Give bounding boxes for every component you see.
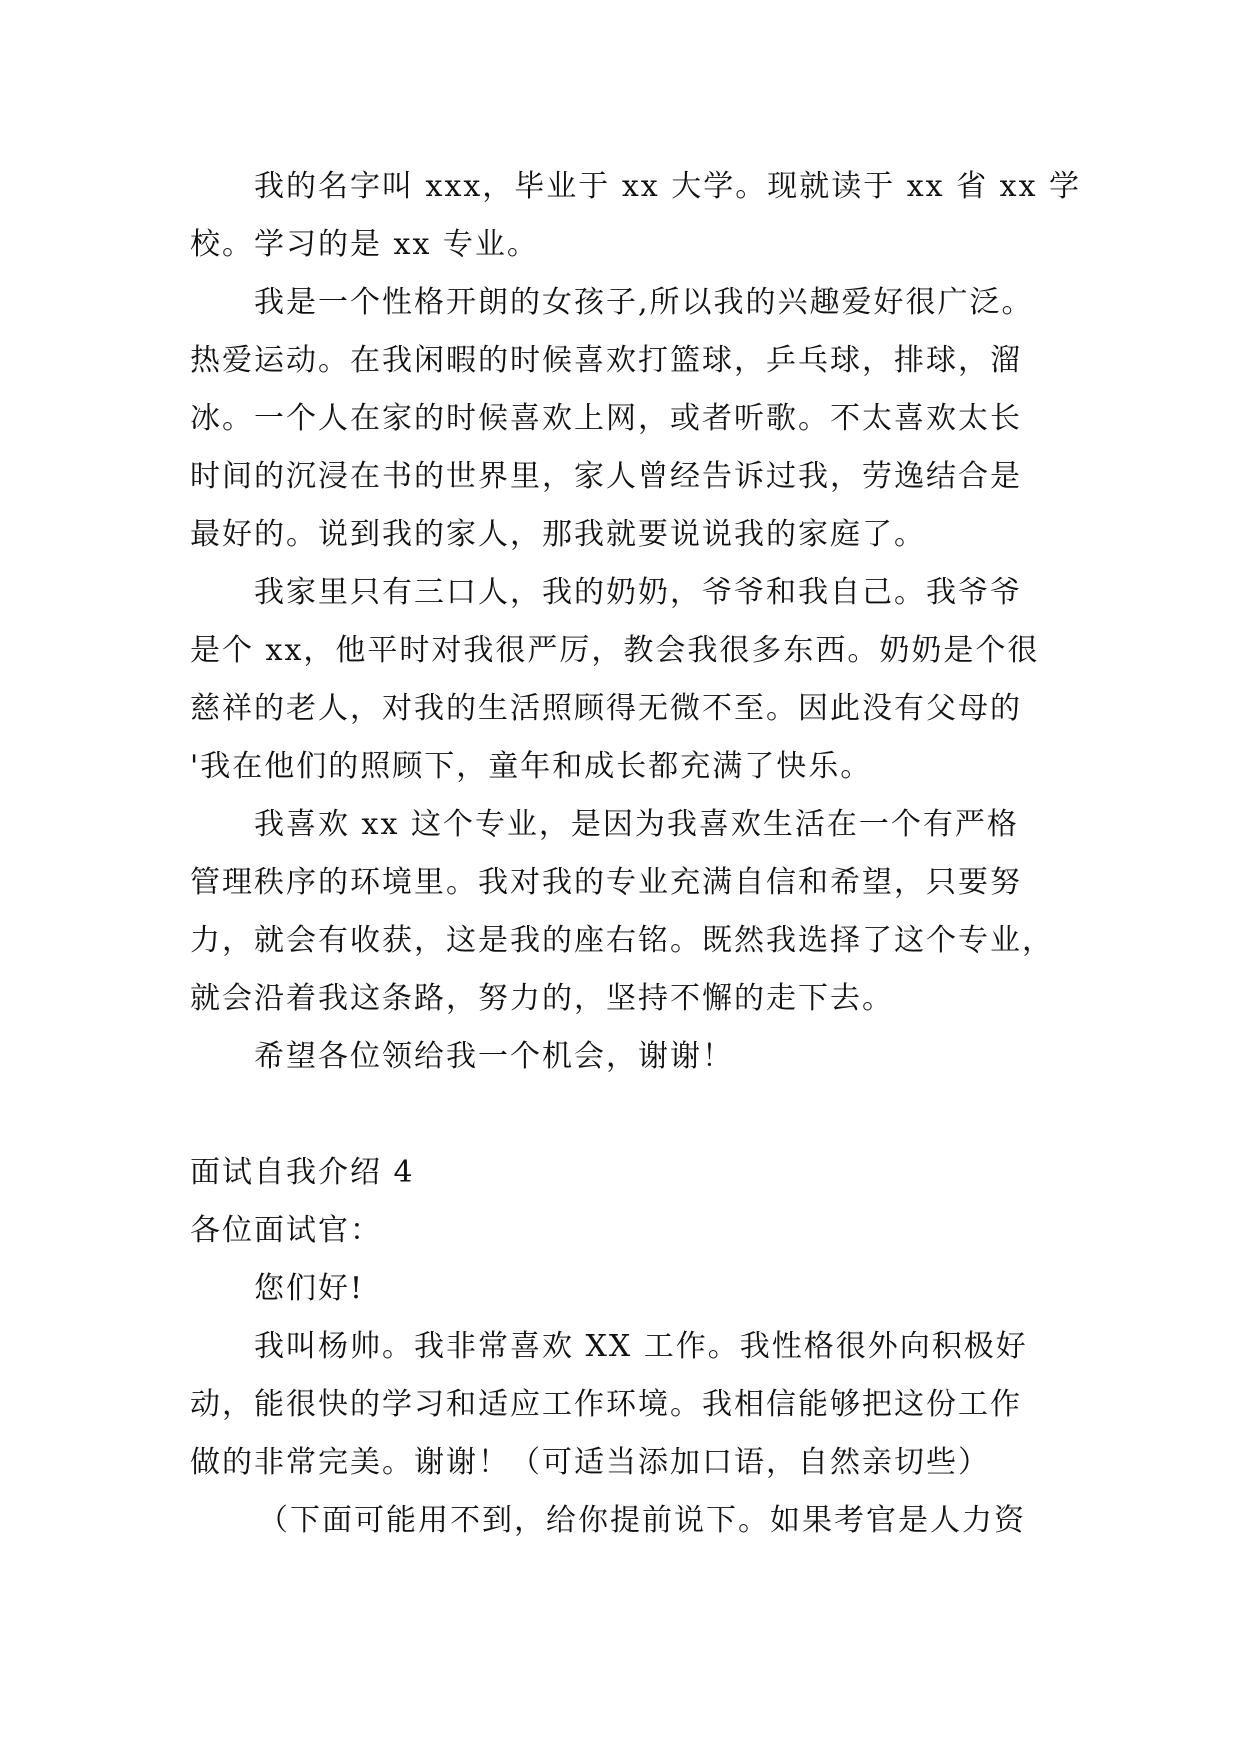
paragraph-line: （下面可能用不到，给你提前说下。如果考官是人力资 [258,1503,1026,1538]
paragraph-line: 慈祥的老人，对我的生活照顾得无微不至。因此没有父母的 [190,691,1022,726]
paragraph-line: 我家里只有三口人，我的奶奶，爷爷和我自己。我爷爷 [254,575,1022,610]
paragraph-line: 管理秩序的环境里。我对我的专业充满自信和希望，只要努 [190,865,1022,900]
paragraph-line: 校。学习的是 xx 专业。 [190,227,539,262]
paragraph-line: 我的名字叫 xxx，毕业于 xx 大学。现就读于 xx 省 xx 学 [254,169,1082,204]
section-heading: 面试自我介绍 4 [190,1155,415,1190]
paragraph-line: 最好的。说到我的家人，那我就要说说我的家庭了。 [190,517,926,552]
paragraph-line: 就会沿着我这条路，努力的，坚持不懈的走下去。 [190,981,894,1016]
paragraph-line: 我叫杨帅。我非常喜欢 XX 工作。我性格很外向积极好 [254,1329,1028,1364]
paragraph-line: 热爱运动。在我闲暇的时候喜欢打篮球，乒乓球，排球，溜 [190,343,1022,378]
paragraph-line: 我是一个性格开朗的女孩子,所以我的兴趣爱好很广泛。 [254,285,1034,320]
paragraph-line: 做的非常完美。谢谢！（可适当添加口语，自然亲切些） [190,1445,990,1480]
paragraph-line: 冰。一个人在家的时候喜欢上网，或者听歌。不太喜欢太长 [190,401,1022,436]
paragraph-line: 是个 xx，他平时对我很严厉，教会我很多东西。奶奶是个很 [190,633,1040,668]
paragraph-line: 动，能很快的学习和适应工作环境。我相信能够把这份工作 [190,1387,1022,1422]
greeting: 您们好! [254,1271,365,1306]
paragraph-line: 时间的沉浸在书的世界里，家人曾经告诉过我，劳逸结合是 [190,459,1022,494]
paragraph-line: 力，就会有收获，这是我的座右铭。既然我选择了这个专业， [190,923,1054,958]
paragraph-line: 我喜欢 xx 这个专业，是因为我喜欢生活在一个有严格 [254,807,1019,842]
paragraph-line: '我在他们的照顾下，童年和成长都充满了快乐。 [190,749,873,784]
paragraph-line: 希望各位领给我一个机会，谢谢！ [254,1039,734,1074]
salutation: 各位面试官： [190,1213,382,1248]
